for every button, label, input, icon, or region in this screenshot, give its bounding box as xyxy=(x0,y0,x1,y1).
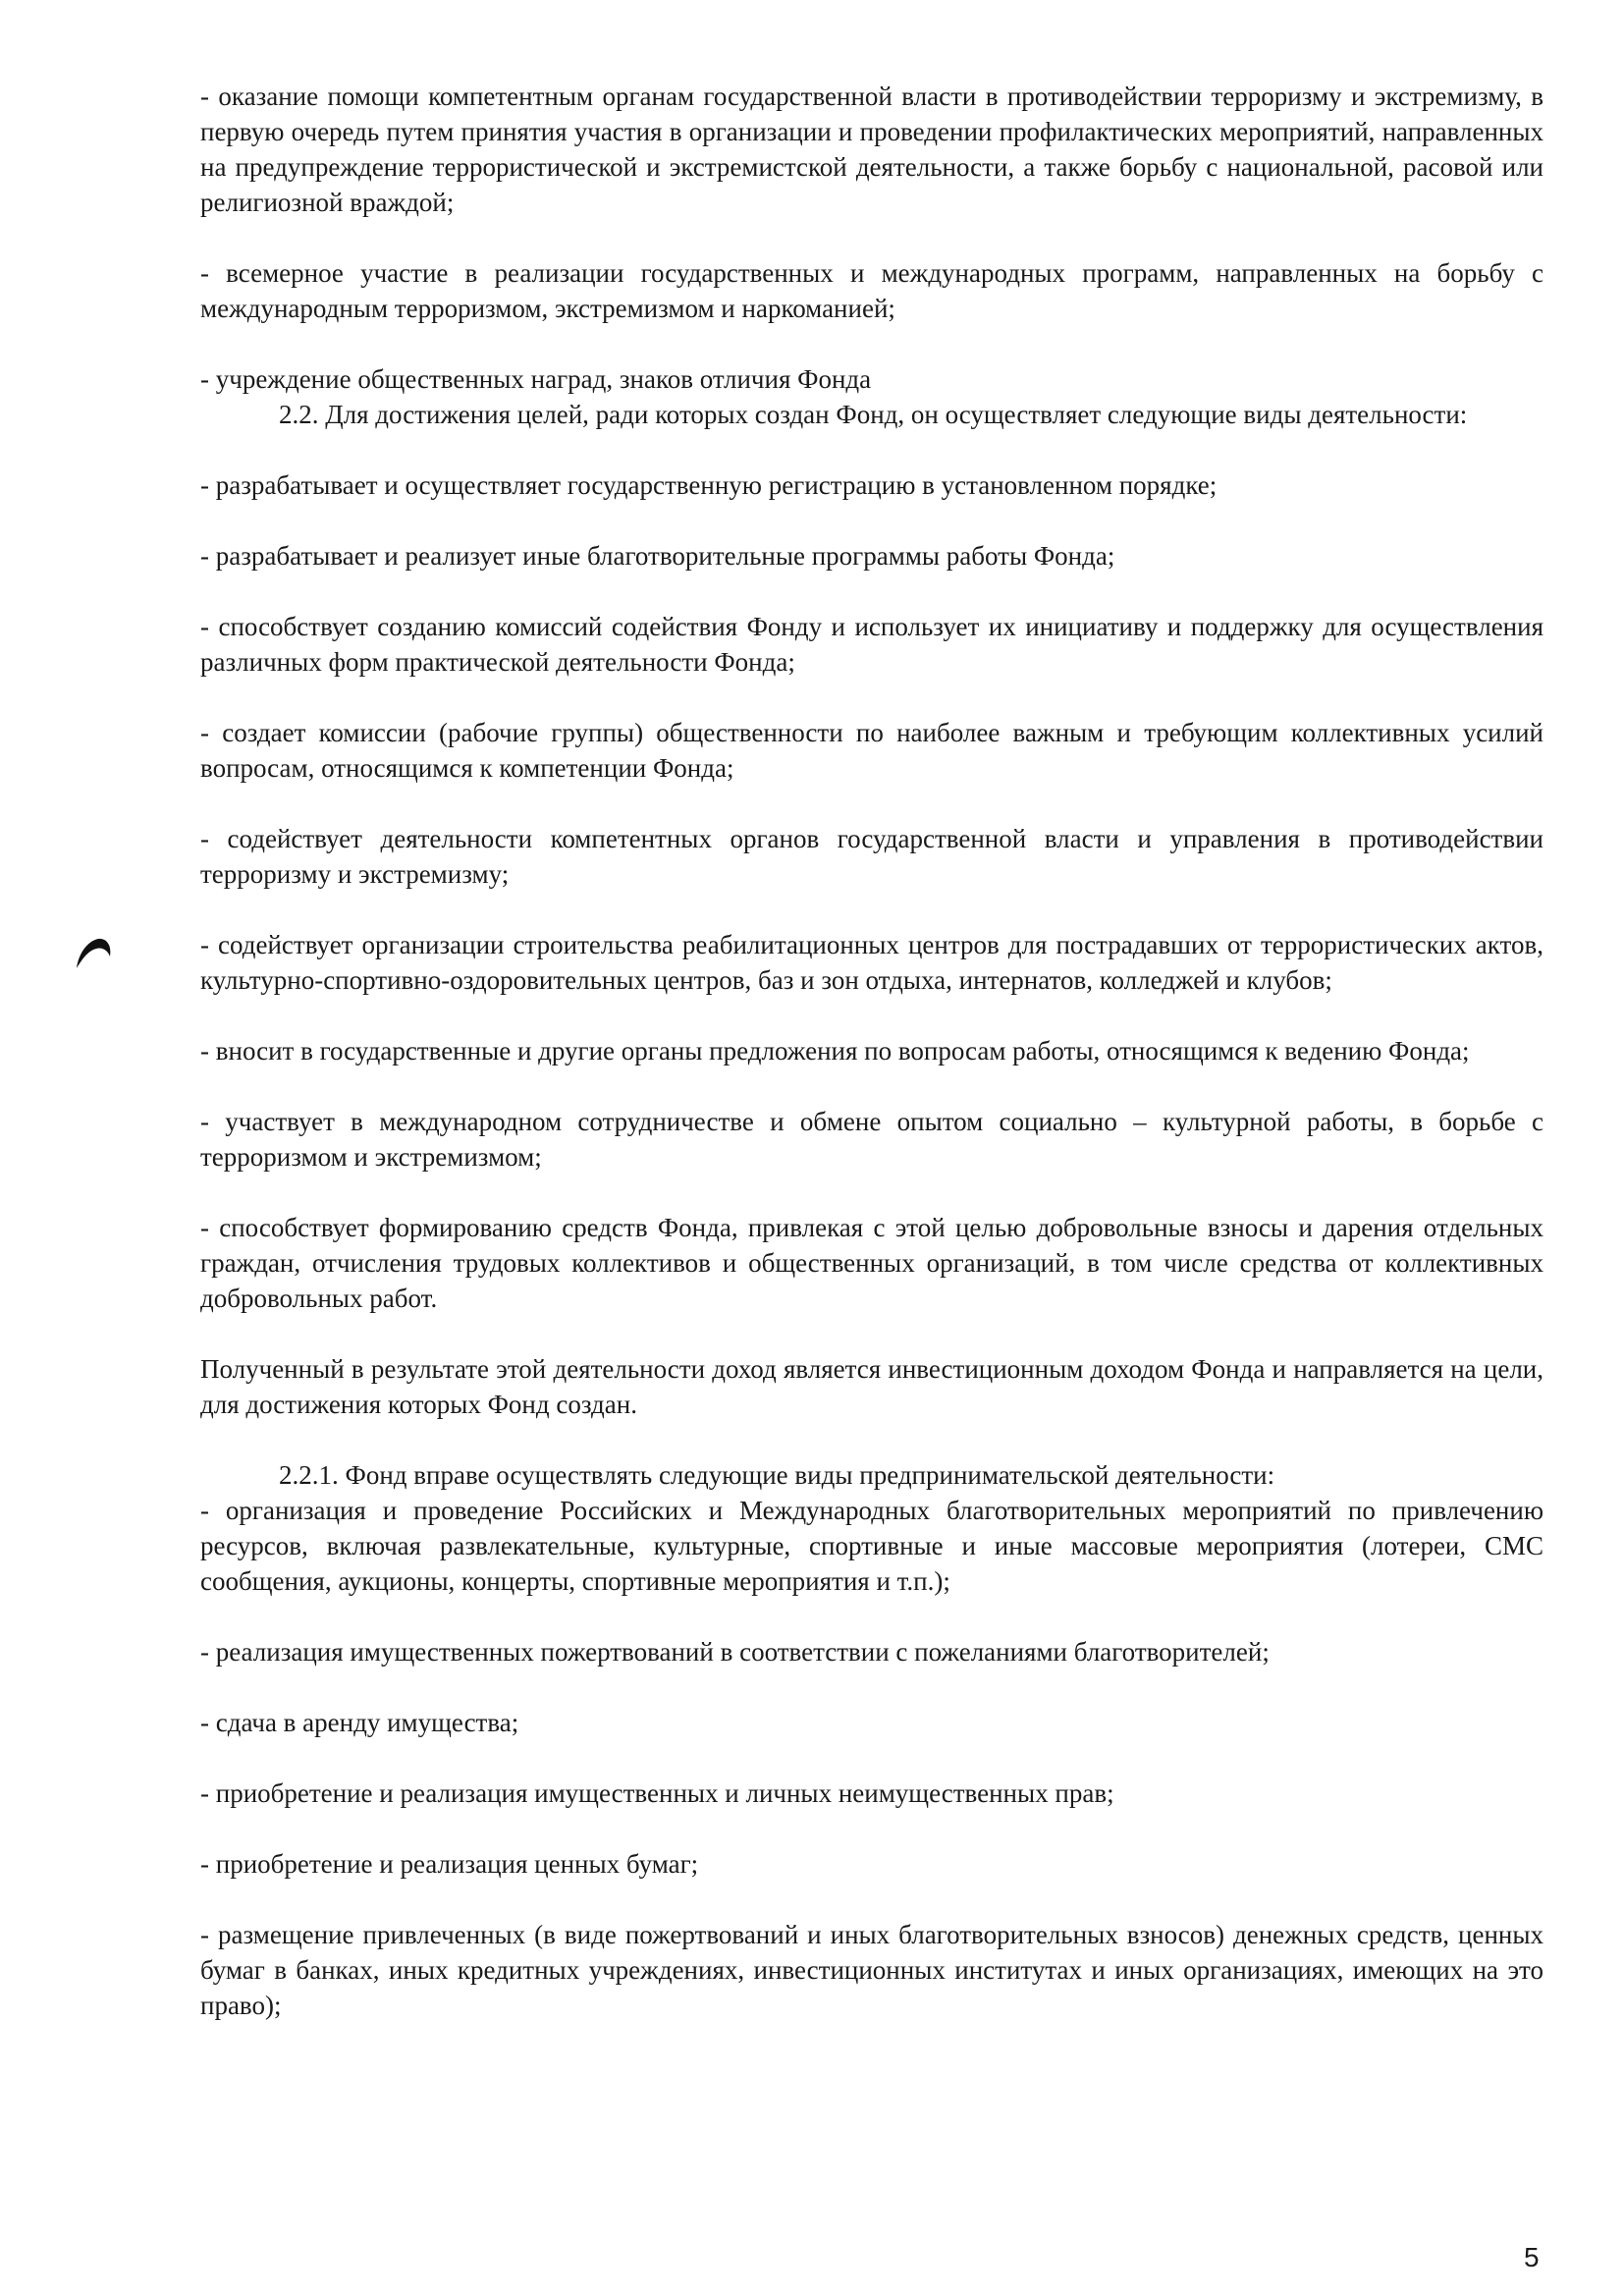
paragraph-gap xyxy=(200,1068,1543,1104)
paragraph-gap xyxy=(200,1599,1543,1634)
paragraph: - приобретение и реализация ценных бумаг; xyxy=(200,1849,699,1879)
paragraph: - оказание помощи компетентным органам государственной власти в противодействии терроризму и экстремизму, в первую очередь путем принятия участия в организации и проведении профилактических мероприятий, направленных на предупреждение террористической и экстремистской деятельности, а также борьбу с национальной, расовой или религиозной враждой; xyxy=(200,82,1543,217)
paragraph: - содействует организации строительства реабилитационных центров для пострадавших от террористических актов, культурно-спортивно-оздоровительных центров, баз и зон отдыха, интернатов, колледжей и клубов; xyxy=(200,930,1543,995)
paragraph-gap xyxy=(200,786,1543,821)
paragraph-gap xyxy=(200,503,1543,538)
paragraph-gap xyxy=(200,1811,1543,1846)
paragraph: - создает комиссии (рабочие группы) общественности по наиболее важным и требующим коллективных усилий вопросам, относящимся к компетенции Фонда; xyxy=(200,718,1543,783)
paragraph-gap xyxy=(200,680,1543,715)
hole-punch-mark-icon xyxy=(75,935,114,970)
paragraph-gap xyxy=(200,574,1543,609)
paragraph: Полученный в результате этой деятельности доход является инвестиционным доходом Фонда и направляется на цели, для достижения которых Фонд создан. xyxy=(200,1354,1543,1419)
paragraph-gap xyxy=(200,1740,1543,1776)
paragraph: - разрабатывает и осуществляет государственную регистрацию в установленном порядке; xyxy=(200,470,1218,500)
paragraph-gap xyxy=(200,1422,1543,1457)
section-paragraph-2-2-1: 2.2.1. Фонд вправе осуществлять следующие виды предпринимательской деятельности: xyxy=(279,1460,1275,1490)
paragraph: - участвует в международном сотрудничестве и обмене опытом социально – культурной работы, в борьбе с терроризмом и экстремизмом; xyxy=(200,1107,1543,1172)
paragraph: - вносит в государственные и другие органы предложения по вопросам работы, относящимся к ведению Фонда; xyxy=(200,1036,1470,1066)
page-number: 5 xyxy=(1524,2242,1540,2272)
paragraph-gap xyxy=(200,1175,1543,1210)
paragraph: - реализация имущественных пожертвований в соответствии с пожеланиями благотворителей; xyxy=(200,1637,1270,1667)
paragraph-gap xyxy=(200,326,1543,361)
paragraph-gap xyxy=(200,1669,1543,1705)
paragraph-gap xyxy=(200,1882,1543,1917)
paragraph: - разрабатывает и реализует иные благотворительные программы работы Фонда; xyxy=(200,541,1115,571)
paragraph: - приобретение и реализация имущественных и личных неимущественных прав; xyxy=(200,1778,1114,1808)
document-body xyxy=(200,79,1543,2023)
paragraph: - организация и проведение Российских и Международных благотворительных мероприятий по привлечению ресурсов, включая развлекательные, культурные, спортивные и иные массовые мероприятия (лотереи, СМС сообщения, аукционы, концерты, спортивные мероприятия и т.п.); xyxy=(200,1496,1543,1596)
section-paragraph-2-2: 2.2. Для достижения целей, ради которых создан Фонд, он осуществляет следующие виды деятельности: xyxy=(279,400,1468,429)
paragraph-gap xyxy=(200,220,1543,255)
paragraph: - содействует деятельности компетентных органов государственной власти и управления в противодействии терроризму и экстремизму; xyxy=(200,824,1543,889)
paragraph: - сдача в аренду имущества; xyxy=(200,1708,519,1737)
paragraph: - размещение привлеченных (в виде пожертвований и иных благотворительных взносов) денежных средств, ценных бумаг в банках, иных кредитных учреждениях, инвестиционных институтах и иных организациях, имеющих на это право); xyxy=(200,1920,1543,2020)
paragraph-gap xyxy=(200,432,1543,467)
paragraph: - всемерное участие в реализации государственных и международных программ, направленных на борьбу с международным терроризмом, экстремизмом и наркоманией; xyxy=(200,258,1543,323)
paragraph: - способствует формированию средств Фонда, привлекая с этой целью добровольные взносы и дарения отдельных граждан, отчисления трудовых коллективов и общественных организаций, в том числе средства от коллективных добровольных работ. xyxy=(200,1213,1543,1313)
paragraph-gap xyxy=(200,998,1543,1033)
paragraph-gap xyxy=(200,1316,1543,1351)
paragraph-gap xyxy=(200,892,1543,927)
paragraph: - учреждение общественных наград, знаков отличия Фонда xyxy=(200,364,872,394)
paragraph: - способствует созданию комиссий содействия Фонду и использует их инициативу и поддержку для осуществления различных форм практической деятельности Фонда; xyxy=(200,612,1543,677)
